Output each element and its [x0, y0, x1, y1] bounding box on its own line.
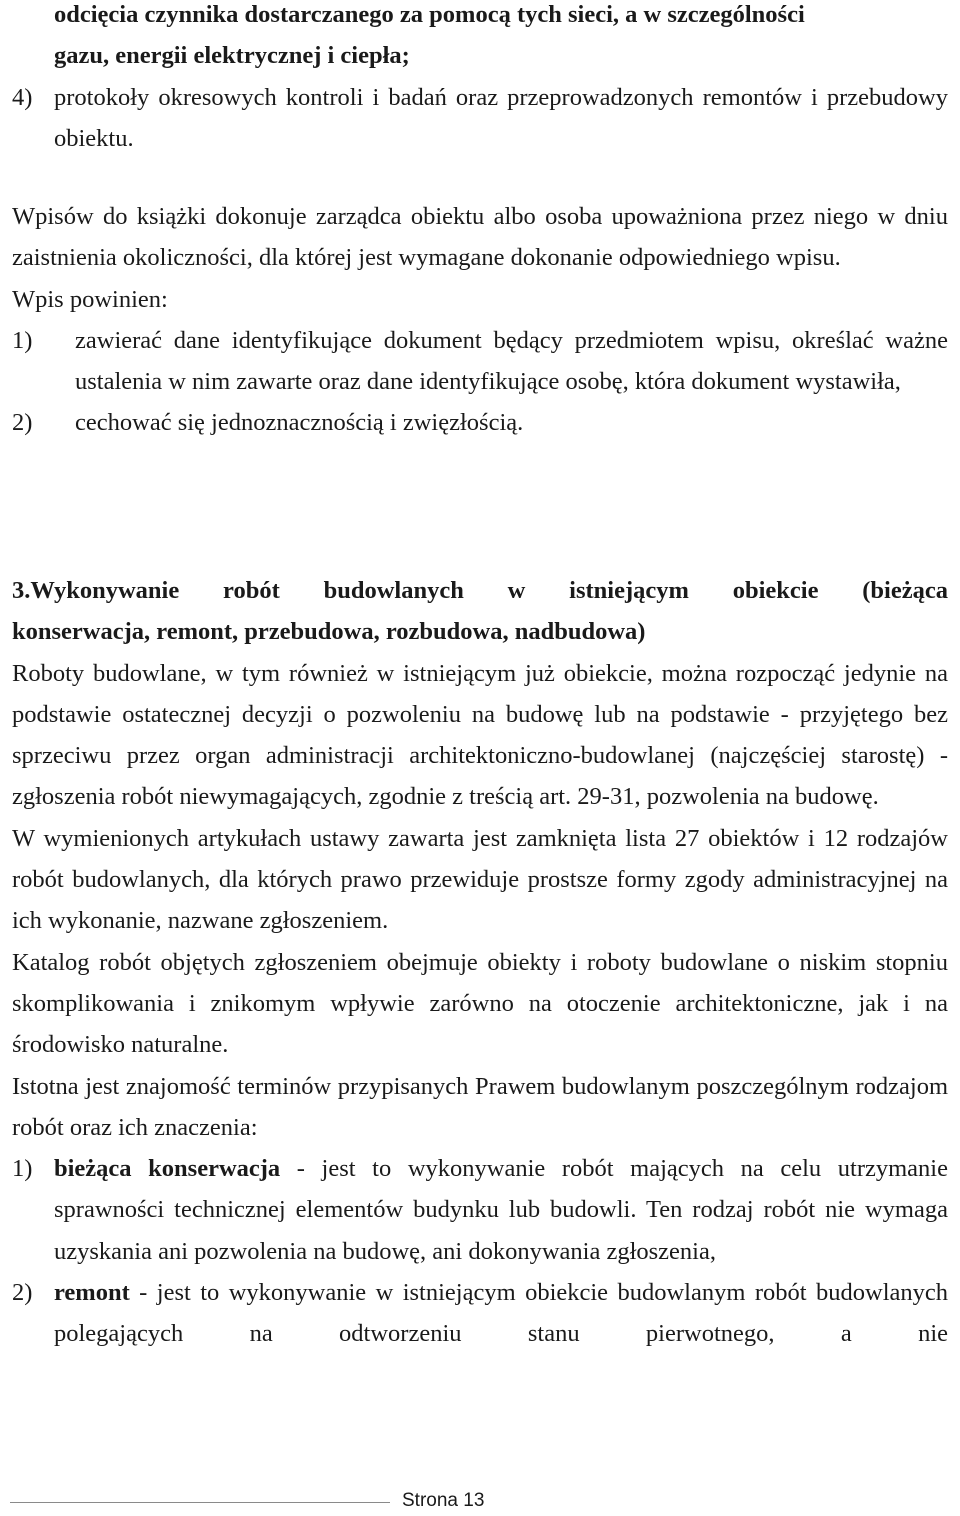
- list-item: [12, 1148, 948, 1272]
- section-3: [12, 570, 948, 1355]
- list-text: cechować się jednoznacznością i zwięzłością.: [75, 409, 524, 437]
- paragraph: Roboty budowlane, w tym również w istniejącym już obiekcie, można rozpocząć jedynie na podstawie ostatecznej decyzji o pozwoleniu na budowę lub na podstawie - przyjętego bez sprzeciwu przez organ administracji architektoniczno-budowlanej (najczęściej starostę) - zgłoszenia robót niewymagających, zgodnie z treścią art. 29-31, pozwolenia na budowę.: [12, 659, 948, 811]
- paragraph: W wymienionych artykułach ustawy zawarta jest zamknięta lista 27 obiektów i 12 rodzajów robót budowlanych, dla których prawo przewiduje prostsze formy zgody administracyjnej na ich wykonanie, nazwane zgłoszeniem.: [12, 824, 948, 935]
- term: bieżąca konserwacja: [54, 1155, 281, 1183]
- list-item: [12, 1272, 948, 1355]
- paragraph: Wpisów do książki dokonuje zarządca obiektu albo osoba upoważniona przez niego w dniu zaistnienia okoliczności, dla której jest wymagane dokonanie odpowiedniego wpisu.: [12, 203, 948, 272]
- paragraph: Katalog robót objętych zgłoszeniem obejmuje obiekty i roboty budowlane o niskim stopniu skomplikowania i znikomym wpływie zarówno na otoczenie architektoniczne, jak i na środowisko naturalne.: [12, 948, 948, 1059]
- list-number: 1): [12, 326, 33, 354]
- list-text: protokoły okresowych kontroli i badań oraz przeprowadzonych remontów i przebudowy obiektu.: [54, 83, 948, 152]
- list-number: 1): [12, 1155, 33, 1183]
- list-number: 2): [12, 409, 33, 437]
- term: remont: [54, 1279, 130, 1307]
- section-heading: konserwacja, remont, przebudowa, rozbudowa, nadbudowa): [12, 618, 646, 646]
- list-text: zawierać dane identyfikujące dokument będący przedmiotem wpisu, określać ważne ustalenia w nim zawarte oraz dane identyfikujące osobę, która dokument wystawiła,: [75, 326, 948, 396]
- definition: - jest to wykonywanie w istniejącym obiekcie budowlanym robót budowlanych polegających na odtworzeniu stanu pierwotnego, a nie: [54, 1279, 948, 1348]
- list-text: [54, 1148, 948, 1272]
- list-number: 4): [12, 83, 33, 111]
- continued-line: odcięcia czynnika dostarczanego za pomocą tych sieci, a w szczególności: [54, 1, 805, 28]
- list-number: 2): [12, 1279, 33, 1307]
- list-item: [12, 402, 948, 443]
- definition: - jest to wykonywanie robót mających na celu utrzymanie sprawności technicznej elementów budynku lub budowli. Ten rodzaj robót nie wymaga uzyskania ani pozwolenia na budowę, ani dokonywania zgłoszenia,: [54, 1155, 948, 1265]
- footer-divider: [10, 1502, 390, 1503]
- list-item: [12, 320, 948, 403]
- continued-line: gazu, energii elektrycznej i ciepła;: [54, 42, 410, 70]
- section-heading: 3.Wykonywanie robót budowlanych w istniejącym obiekcie (bieżąca: [12, 577, 948, 604]
- list-item: [12, 77, 948, 160]
- paragraph: Wpis powinien:: [12, 285, 168, 313]
- continued-list: [12, 0, 948, 159]
- list-text: [54, 1272, 948, 1355]
- entries-section: [12, 196, 948, 444]
- page-number: Strona 13: [402, 1490, 485, 1511]
- paragraph: Istotna jest znajomość terminów przypisanych Prawem budowlanym poszczególnym rodzajom robót oraz ich znaczenia:: [12, 1072, 948, 1141]
- page-footer: [0, 1482, 960, 1514]
